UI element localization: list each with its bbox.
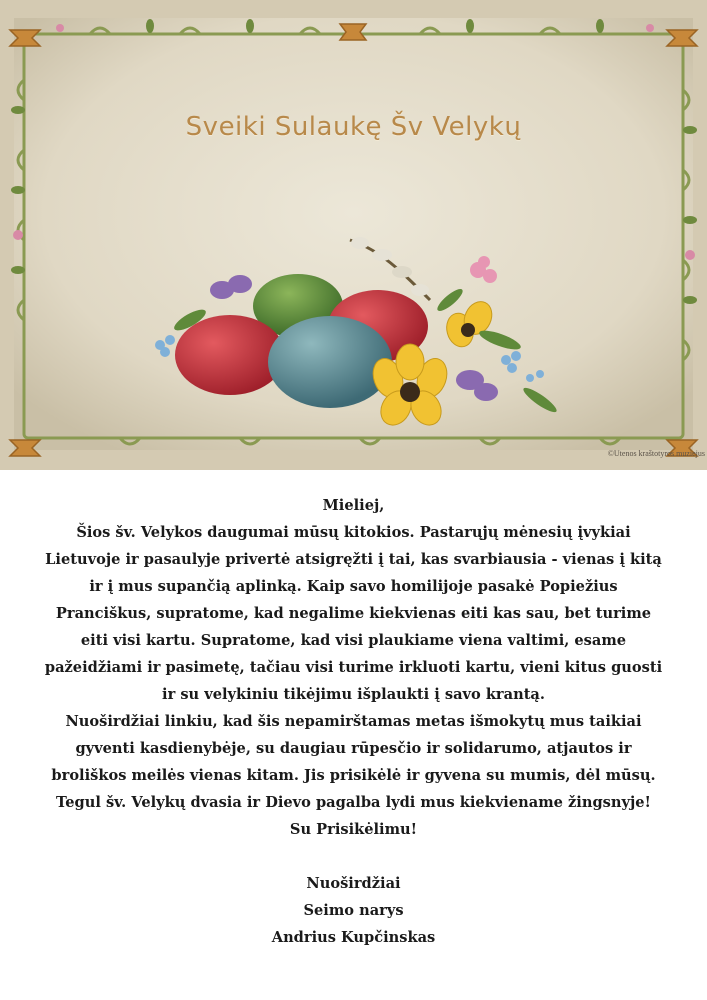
letter-line: Nuoširdžiai linkiu, kad šis nepamirštamas metas išmokytų mus taikiai: [65, 713, 642, 730]
letter-line: Šios šv. Velykos daugumai mūsų kitokios. Pastarųjų mėnesių įvykiai: [76, 524, 631, 541]
letter-signature: Andrius Kupčinskas: [271, 929, 436, 946]
postcard-title: Sveiki Sulaukę Šv Velykų: [185, 112, 522, 142]
letter-line: Su Prisikėlimu!: [289, 821, 418, 838]
letter-line: broliškos meilės vienas kitam. Jis prisikėlė ir gyvena su mumis, dėl mūsų.: [51, 767, 656, 784]
letter-line: gyventi kasdienybėje, su daugiau rūpesčio ir solidarumo, atjautos ir: [75, 740, 632, 757]
postcard-illustration: [0, 0, 707, 470]
letter-line: Tegul šv. Velykų dvasia ir Dievo pagalba lydi mus kiekviename žingsnyje!: [56, 794, 651, 811]
letter-greeting: Mieliej,: [322, 497, 385, 514]
letter-line: ir su velykiniu tikėjimu išplaukti į savo krantą.: [162, 686, 545, 703]
letter-line: pažeidžiami ir pasimetę, tačiau visi turime irkluoti kartu, vieni kitus guosti: [44, 659, 663, 676]
easter-postcard: [0, 0, 707, 470]
letter-body: [20, 492, 687, 951]
letter-line: eiti visi kartu. Supratome, kad visi plaukiame viena valtimi, esame: [80, 632, 627, 649]
letter-line: Lietuvoje ir pasaulyje privertė atsigręžti į tai, kas svarbiausia - vienas į kitą: [45, 551, 662, 568]
letter-line: Pranciškus, supratome, kad negalime kiekvienas eiti kas sau, bet turime: [55, 605, 652, 622]
letter-position: Seimo narys: [303, 902, 404, 919]
letter-line: ir į mus supančią aplinką. Kaip savo homilijoje pasakė Popiežius: [89, 578, 618, 595]
museum-credit: ©Utenos kraštotyros muziejus: [607, 449, 705, 458]
spacer: [20, 843, 687, 870]
letter-closing: Nuoširdžiai: [306, 875, 401, 892]
